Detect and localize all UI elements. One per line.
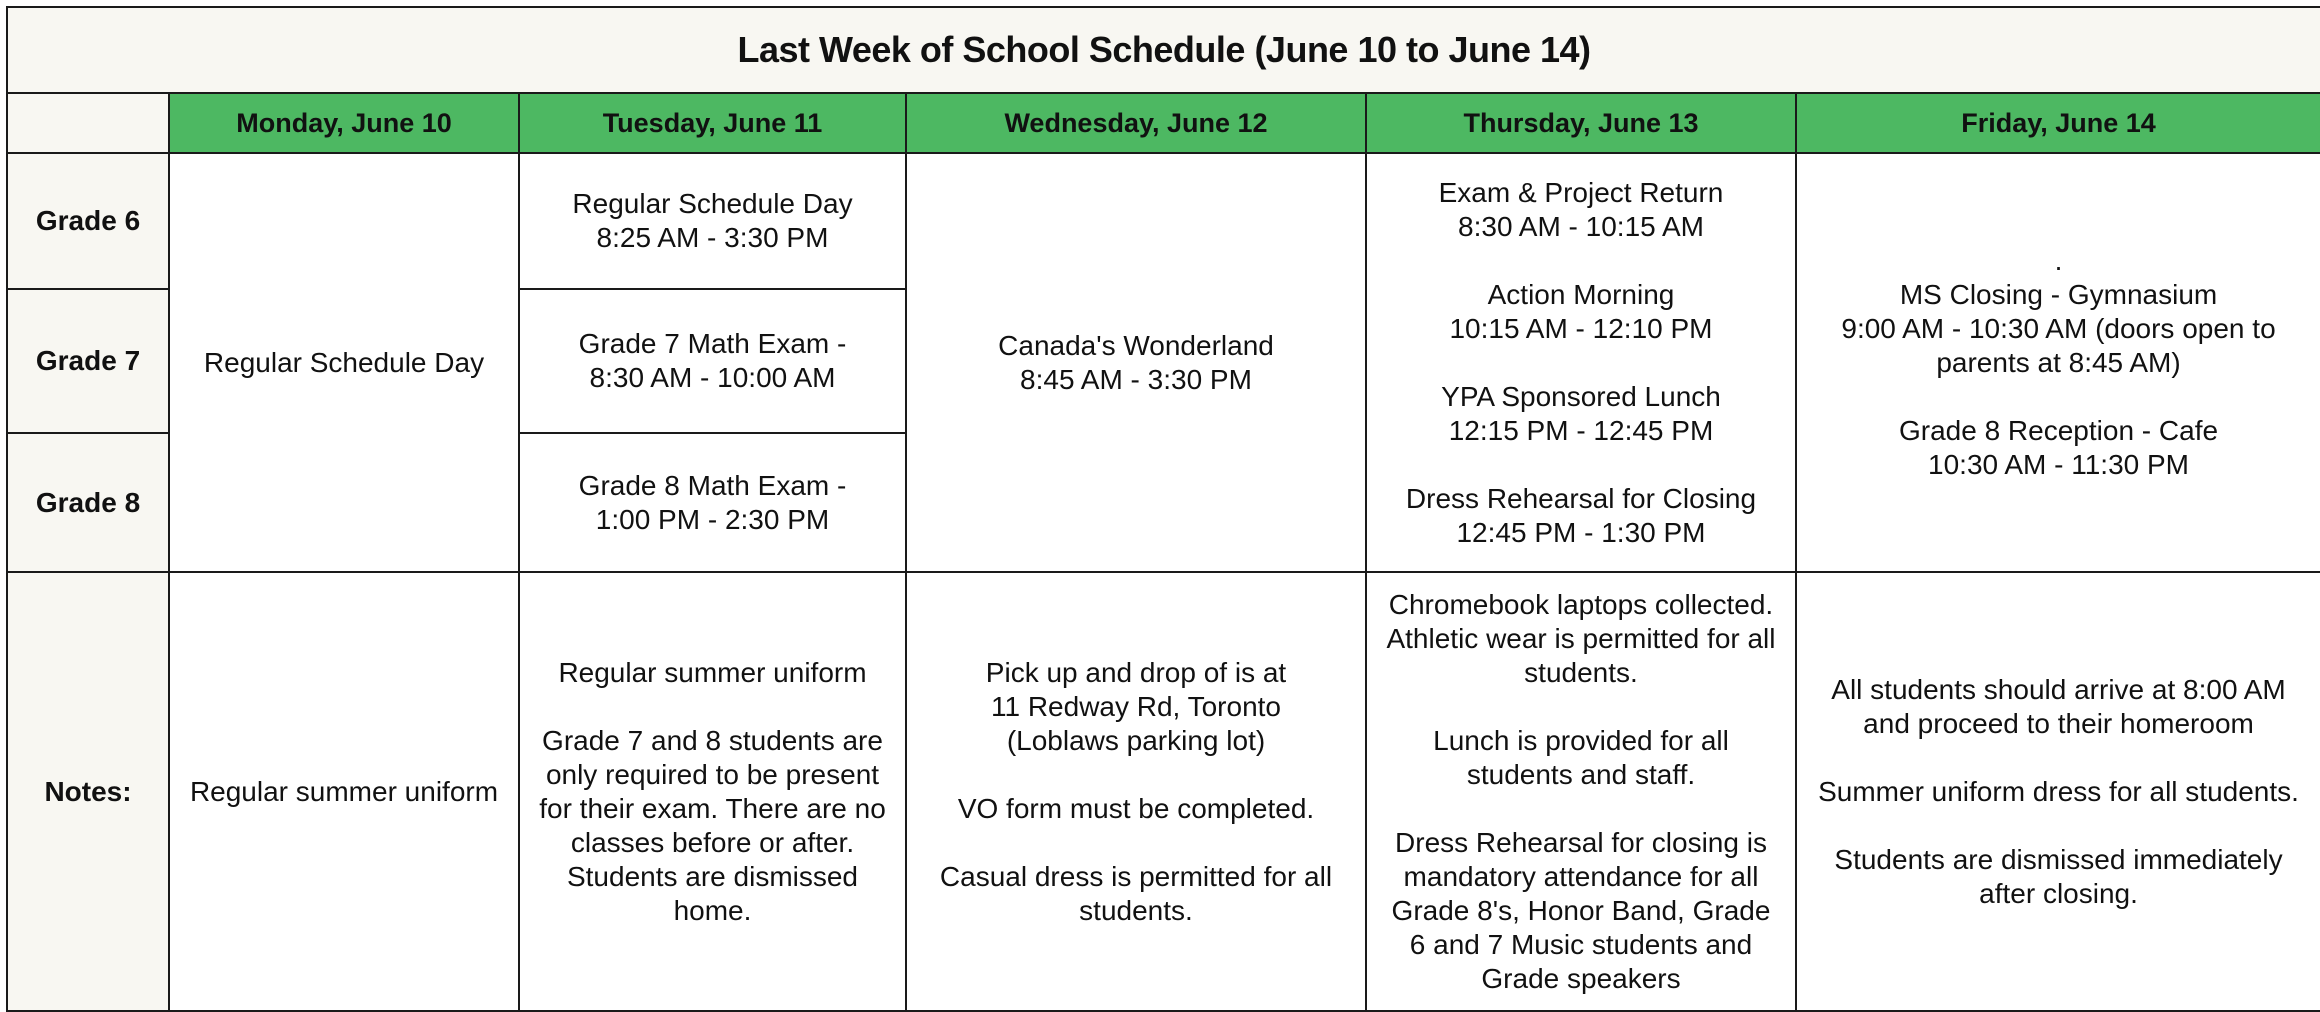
wednesday-notes: Pick up and drop of is at 11 Redway Rd, Toronto (Loblaws parking lot) VO form must be completed. Casual dress is permitted for all students. [906, 572, 1366, 1011]
tuesday-grade-8: Grade 8 Math Exam - 1:00 PM - 2:30 PM [519, 433, 906, 572]
row-label-grade-6: Grade 6 [7, 153, 169, 289]
monday-schedule: Regular Schedule Day [169, 153, 519, 572]
day-header-thursday: Thursday, June 13 [1366, 93, 1796, 153]
tuesday-grade-6: Regular Schedule Day 8:25 AM - 3:30 PM [519, 153, 906, 289]
tuesday-notes: Regular summer uniform Grade 7 and 8 students are only required to be present for their exam. There are no classes before or after. Students are dismissed home. [519, 572, 906, 1011]
tuesday-grade-7: Grade 7 Math Exam - 8:30 AM - 10:00 AM [519, 289, 906, 433]
day-header-monday: Monday, June 10 [169, 93, 519, 153]
schedule-table [6, 6, 2320, 1012]
friday-schedule: . MS Closing - Gymnasium 9:00 AM - 10:30 AM (doors open to parents at 8:45 AM) Grade 8 Reception - Cafe 10:30 AM - 11:30 PM [1796, 153, 2320, 572]
schedule-title: Last Week of School Schedule (June 10 to June 14) [7, 7, 2320, 93]
thursday-schedule: Exam & Project Return 8:30 AM - 10:15 AM Action Morning 10:15 AM - 12:10 PM YPA Sponsored Lunch 12:15 PM - 12:45 PM Dress Rehearsal for Closing 12:45 PM - 1:30 PM [1366, 153, 1796, 572]
friday-notes: All students should arrive at 8:00 AM and proceed to their homeroom Summer uniform dress for all students. Students are dismissed immediately after closing. [1796, 572, 2320, 1011]
day-header-friday: Friday, June 14 [1796, 93, 2320, 153]
day-header-wednesday: Wednesday, June 12 [906, 93, 1366, 153]
corner-cell [7, 93, 169, 153]
monday-notes: Regular summer uniform [169, 572, 519, 1011]
row-label-grade-8: Grade 8 [7, 433, 169, 572]
row-label-notes: Notes: [7, 572, 169, 1011]
row-label-grade-7: Grade 7 [7, 289, 169, 433]
wednesday-schedule: Canada's Wonderland 8:45 AM - 3:30 PM [906, 153, 1366, 572]
day-header-tuesday: Tuesday, June 11 [519, 93, 906, 153]
thursday-notes: Chromebook laptops collected. Athletic wear is permitted for all students. Lunch is provided for all students and staff. Dress Rehearsal for closing is mandatory attendance for all Grade 8's, Honor Band, Grade 6 and 7 Music students and Grade speakers [1366, 572, 1796, 1011]
